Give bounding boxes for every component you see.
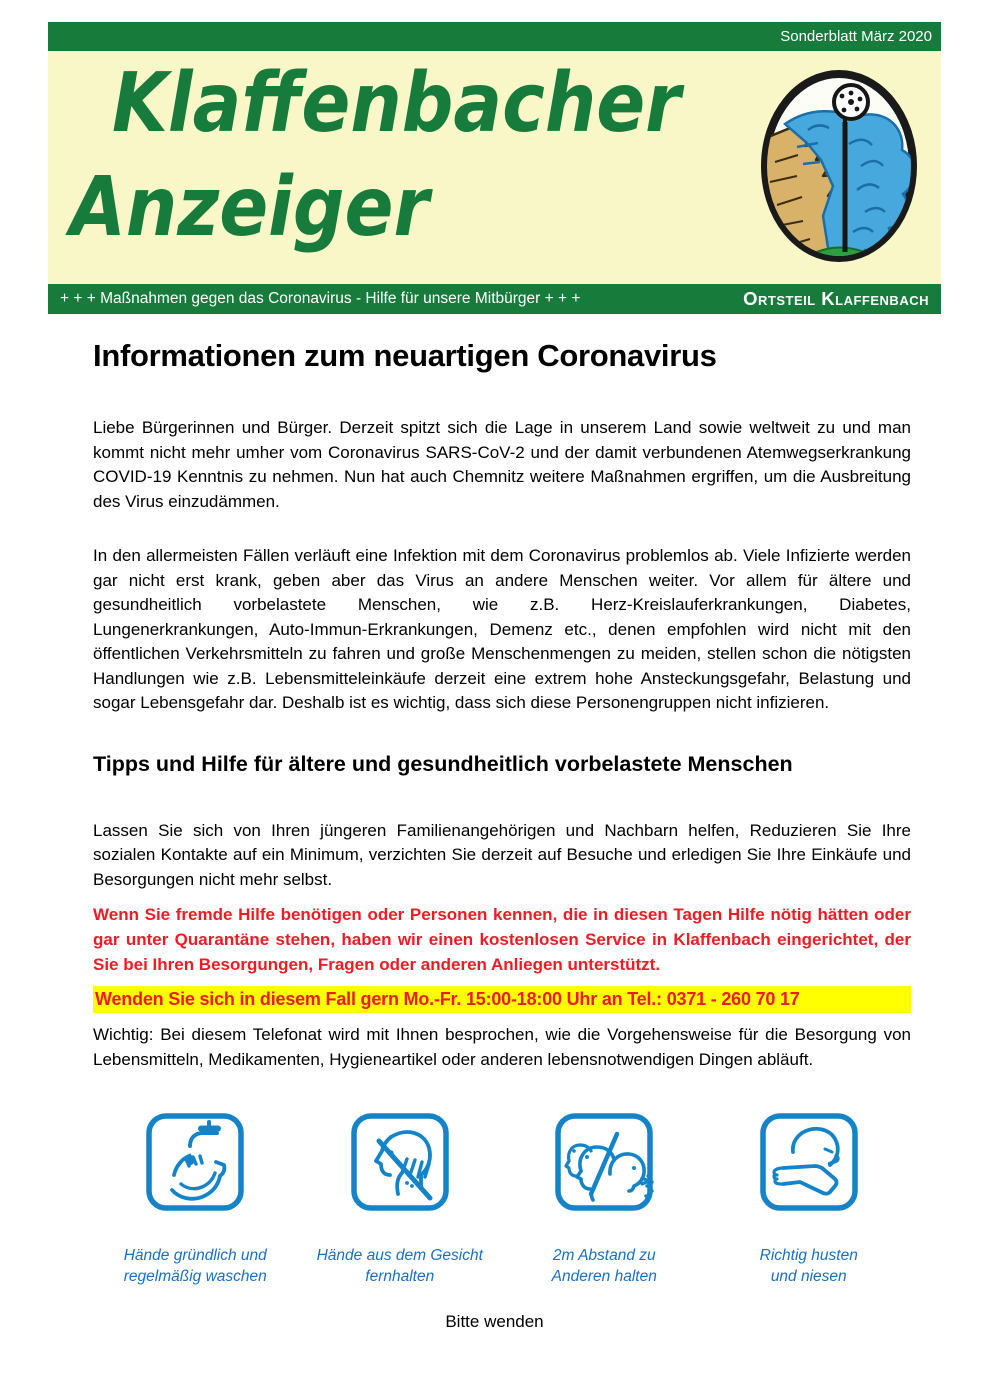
hygiene-section [93, 1112, 911, 1287]
subheading-tips: Tipps und Hilfe für ältere und gesundheitlich vorbelastete Menschen [93, 751, 793, 776]
hands-off-face-icon [350, 1112, 450, 1212]
district-label: Ortsteil Klaffenbach [743, 288, 929, 309]
crest-icon [753, 66, 925, 266]
paragraph-important: Wichtig: Bei diesem Telefonat wird mit Ihnen besprochen, wie die Vorgehensweise für die Besorgung von Lebensmitteln, Medikamenten, Hygieneartikel oder anderen lebensnotwendigen Dingen abläuft. [93, 1025, 911, 1069]
article-title: Informationen zum neuartigen Coronavirus [93, 338, 717, 373]
hygiene-icons-row [93, 1112, 911, 1287]
ticker-bar [48, 284, 941, 314]
klaffenbach-crest-logo [753, 66, 925, 266]
turn-page-note: Bitte wenden [445, 1312, 544, 1331]
service-notice: Wenn Sie fremde Hilfe benötigen oder Personen kennen, die in diesen Tagen Hilfe nötig hätten oder gar unter Quarantäne stehen, haben wir einen kostenlosen Service in Klaffenbach eingerichtet, der Sie bei Ihren Besorgungen, Fragen oder anderen Anliegen unterstützt. [93, 905, 911, 974]
article [93, 338, 911, 1072]
masthead-title-line2: Anzeiger [70, 160, 430, 255]
paragraph-infection-info: In den allermeisten Fällen verläuft eine Infektion mit dem Coronavirus problemlos ab. Viele Infizierte werden gar nicht erst krank, geben aber das Virus an andere Menschen weiter. Vor allem für ältere und gesundheitlich vorbelastete Menschen, wie z.B. Herz-Kreislauferkrankungen, Diabetes, Lungenerkrankungen, Auto-Immun-Erkrankungen, Demenz etc., denen empfohlen wird nicht mit den öffentlichen Verkehrsmitteln zu fahren und große Menschenmengen zu meiden, stellen schon die nötigsten Handlungen wie z.B. Lebensmitteleinkäufe derzeit eine extrem hohe Ansteckungsgefahr, Belastung und sogar Lebensgefahr dar. Deshalb ist es wichtig, dass sich diese Personengruppen nicht infizieren. [93, 546, 911, 712]
hotline-highlight: Wenden Sie sich in diesem Fall gern Mo.-Fr. 15:00-18:00 Uhr an Tel.: 0371 - 260 70 17 [93, 986, 911, 1013]
paragraph-tips: Lassen Sie sich von Ihren jüngeren Familienangehörigen und Nachbarn helfen, Reduzieren Sie Ihre sozialen Kontakte auf ein Minimum, verzichten Sie derzeit auf Besuche und erledigen Sie Ihre Einkäufe und Besorgungen nicht mehr selbst. [93, 820, 911, 889]
ticker-text: + + + Maßnahmen gegen das Coronavirus - Hilfe für unsere Mitbürger + + + [60, 290, 581, 307]
masthead-title-line1: Klaffenbacher [112, 56, 681, 151]
hygiene-column-keep-distance [502, 1112, 707, 1287]
icon-caption-hands-off-face: Hände aus dem Gesicht fernhalten [316, 1247, 483, 1285]
icon-caption-wash-hands: Hände gründlich und regelmäßig waschen [123, 1247, 267, 1285]
icon-caption-cough-sneeze: Richtig husten und niesen [759, 1247, 858, 1285]
masthead [48, 51, 941, 284]
hygiene-column-wash-hands [93, 1112, 298, 1287]
hygiene-column-cough-sneeze [707, 1112, 912, 1287]
wash-hands-icon [145, 1112, 245, 1212]
keep-distance-icon [554, 1112, 654, 1212]
paragraph-intro: Liebe Bürgerinnen und Bürger. Derzeit spitzt sich die Lage in unserem Land sowie weltweit zu und man kommt nicht mehr umher vom Coronavirus SARS-CoV-2 und der damit verbundenen Atemwegserkrankung COVID-19 Kenntnis zu nehmen. Nun hat auch Chemnitz weitere Maßnahmen ergriffen, um die Ausbreitung des Virus einzudämmen. [93, 418, 911, 511]
hygiene-column-hands-off-face [298, 1112, 503, 1287]
cough-sneeze-icon [759, 1112, 859, 1212]
newsletter-header [48, 22, 941, 314]
edition-label: Sonderblatt März 2020 [780, 28, 932, 45]
edition-bar [48, 22, 941, 51]
icon-caption-keep-distance: 2m Abstand zu Anderen halten [551, 1247, 657, 1285]
